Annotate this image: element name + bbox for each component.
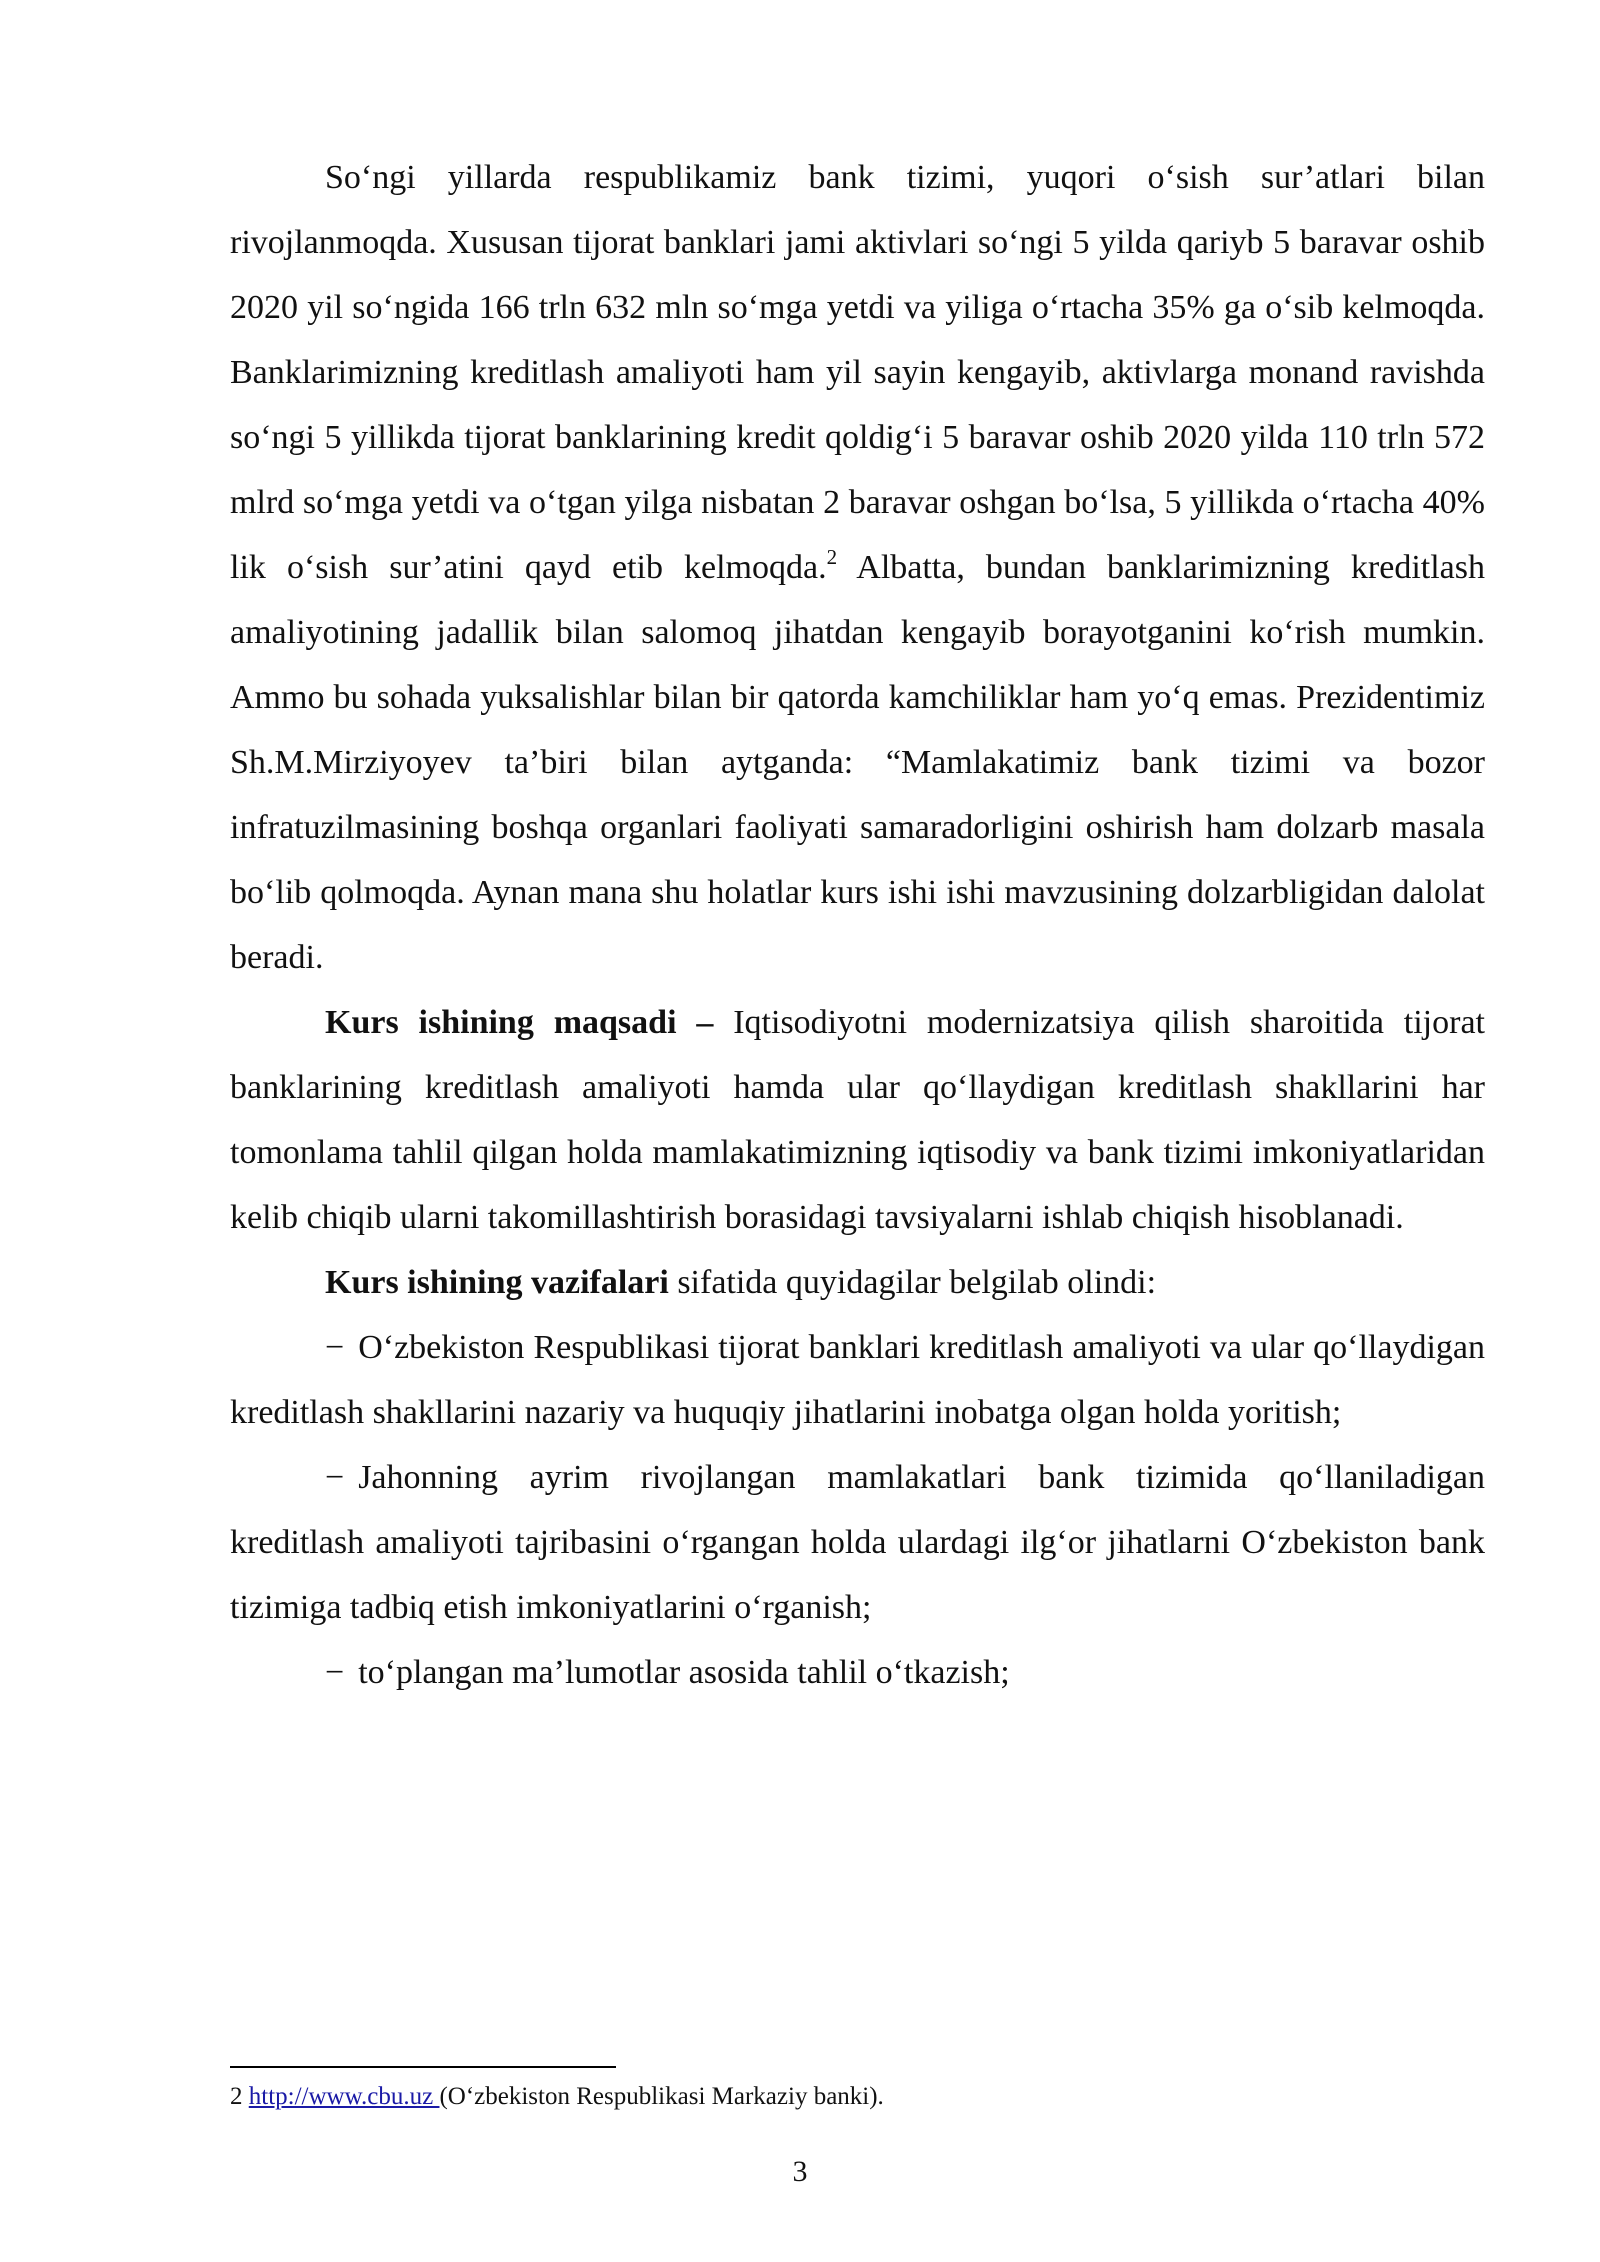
dash-bullet: − [325,1654,345,1691]
tasks-label: Kurs ishining vazifalari [325,1264,669,1301]
tasks-text: sifatida quyidagilar belgilab olindi: [668,1264,1157,1301]
task-item-text: to‘plangan ma’lumotlar asosida tahlil o‘tkazish; [358,1654,1010,1691]
task-item [230,1640,1485,1705]
footnote-reference[interactable]: 2 [826,545,838,569]
goal-label: Kurs ishining maqsadi – [325,1004,714,1041]
goal-paragraph [230,990,1485,1250]
footnote-text: (O‘zbekiston Respublikasi Markaziy banki). [439,2083,884,2110]
footnote [230,2080,1430,2114]
tasks-paragraph [230,1250,1485,1315]
intro-text-continued: Albatta, bundan banklarimizning kreditlash amaliyotining jadallik bilan salomoq jihatdan kengayib borayotganini ko‘rish mumkin. Ammo bu sohada yuksalishlar bilan bir qatorda kamchiliklar ham yo‘q emas. Prezidentimiz Sh.M.Mirziyoyev ta’biri bilan aytganda: “Mamlakatimiz bank tizimi va bozor infratuzilmasining boshqa organlari faoliyati samaradorligini oshirish ham dolzarb masala bo‘lib qolmoqda. Aynan mana shu holatlar kurs ishi ishi mavzusining dolzarbligidan dalolat beradi. [230,549,1485,976]
dash-bullet: − [325,1329,345,1366]
task-item-text: O‘zbekiston Respublikasi tijorat banklari kreditlash amaliyoti va ular qo‘llaydigan kreditlash shakllarini nazariy va huquqiy jihatlarini inobatga olgan holda yoritish; [230,1329,1485,1431]
footnote-separator [230,2066,616,2068]
intro-paragraph [230,145,1485,990]
task-item [230,1445,1485,1640]
goal-text: Iqtisodiyotni modernizatsiya qilish sharoitida tijorat banklarining kreditlash amaliyoti hamda ular qo‘llaydigan kreditlash shakllarini har tomonlama tahlil qilgan holda mamlakatimizning iqtisodiy va bank tizimi imkoniyatlaridan kelib chiqib ularni takomillashtirish borasidagi tavsiyalarni ishlab chiqish hisoblanadi. [230,1004,1485,1236]
task-item [230,1315,1485,1445]
footnote-number: 2 [230,2083,243,2110]
footnote-link[interactable]: http://www.cbu.uz [248,2083,440,2110]
page-number: 3 [792,2155,808,2188]
dash-bullet: − [325,1459,345,1496]
body-text [230,145,1485,1705]
intro-text: So‘ngi yillarda respublikamiz bank tizimi, yuqori o‘sish sur’atlari bilan rivojlanmoqda. Xususan tijorat banklari jami aktivlari so‘ngi 5 yilda qariyb 5 baravar oshib 2020 yil so‘ngida 166 trln 632 mln so‘mga yetdi va yiliga o‘rtacha 35% ga o‘sib kelmoqda. Banklarimizning kreditlash amaliyoti ham yil sayin kengayib, aktivlarga monand ravishda so‘ngi 5 yillikda tijorat banklarining kredit qoldig‘i 5 baravar oshib 2020 yilda 110 trln 572 mlrd so‘mga yetdi va o‘tgan yilga nisbatan 2 baravar oshgan bo‘lsa, 5 yillikda o‘rtacha 40% lik o‘sish sur’atini qayd etib kelmoqda. [230,159,1485,586]
task-item-text: Jahonning ayrim rivojlangan mamlakatlari bank tizimida qo‘llaniladigan kreditlash amaliyoti tajribasini o‘rgangan holda ulardagi ilg‘or jihatlarni O‘zbekiston bank tizimiga tadbiq etish imkoniyatlarini o‘rganish; [230,1459,1485,1626]
